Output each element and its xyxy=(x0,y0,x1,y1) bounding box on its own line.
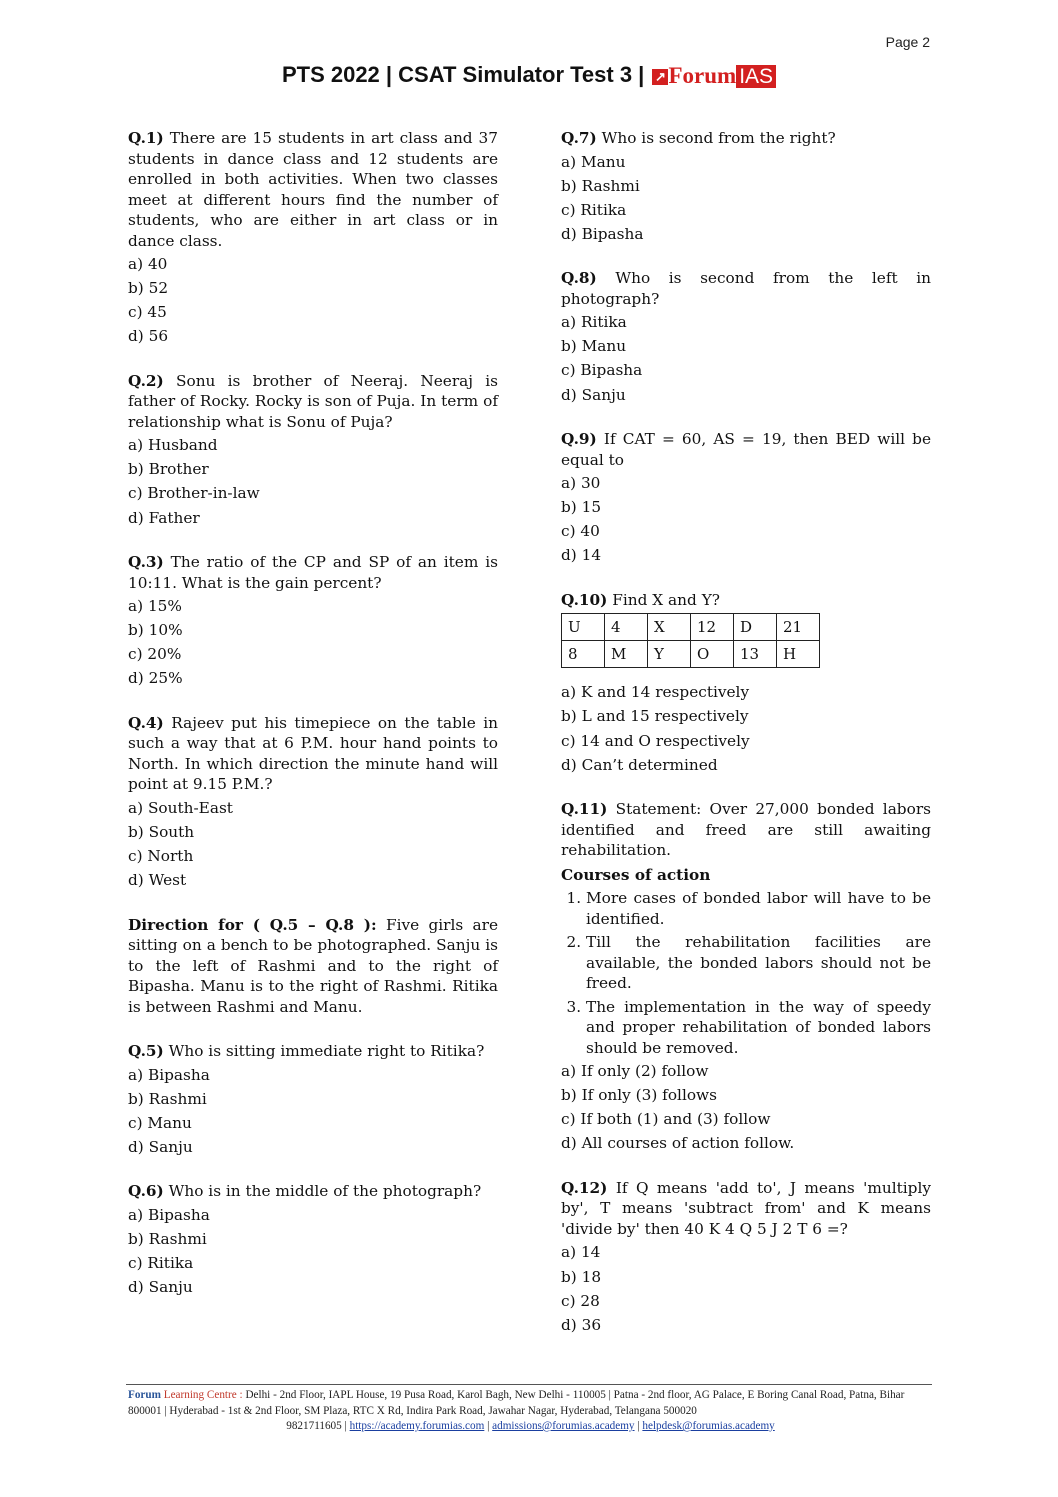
option: a) Bipasha xyxy=(128,1065,210,1084)
forum-ias-logo xyxy=(652,63,776,89)
option: b) 10% xyxy=(128,621,183,640)
page-footer xyxy=(128,1388,933,1435)
list-item: 1. More cases of bonded labor will have to be identified. xyxy=(586,888,931,929)
option: a) 15% xyxy=(128,597,182,616)
option: b) If only (3) follows xyxy=(561,1086,717,1105)
question-number: Q.12) xyxy=(561,1178,608,1197)
list-item: 2. Till the rehabilitation facilities are available, the bonded labors should not be freed. xyxy=(586,932,931,994)
table-cell: D xyxy=(734,614,777,641)
question-number: Q.1) xyxy=(128,129,164,147)
option: c) Brother-in-law xyxy=(128,484,260,503)
admissions-email-link[interactable]: admissions@forumias.academy xyxy=(492,1420,635,1432)
option: d) Father xyxy=(128,508,200,527)
option: a) 30 xyxy=(561,474,601,493)
option: a) Bipasha xyxy=(128,1205,210,1224)
question-number: Q.11) xyxy=(561,800,608,819)
option: d) Sanju xyxy=(128,1278,193,1297)
option: d) Bipasha xyxy=(561,224,644,243)
option: d) West xyxy=(128,871,187,890)
question-11 xyxy=(561,799,931,1154)
arrow-icon: ↗ xyxy=(652,69,668,85)
option: d) Can’t determined xyxy=(561,755,718,774)
question-text: Who is second from the right? xyxy=(601,129,836,147)
option: c) Bipasha xyxy=(561,361,643,380)
question-text: Who is second from the left in photograph? xyxy=(561,269,931,308)
option: a) South-East xyxy=(128,798,233,817)
table-cell: 4 xyxy=(605,614,648,641)
option: c) 45 xyxy=(128,303,167,322)
question-12 xyxy=(561,1178,931,1335)
question-number: Q.10) xyxy=(561,590,608,609)
option: d) 14 xyxy=(561,546,602,565)
footer-contacts: 9821711605 | https://academy.forumias.com | admissions@forumias.academy | helpdesk@forumias.academy xyxy=(286,1420,775,1432)
option: b) Brother xyxy=(128,460,209,479)
option: c) Manu xyxy=(128,1113,192,1132)
question-5 xyxy=(128,1041,498,1157)
table-cell: H xyxy=(777,641,820,668)
question-number: Q.8) xyxy=(561,269,597,288)
question-text: Who is sitting immediate right to Ritika? xyxy=(168,1042,485,1061)
right-column xyxy=(561,128,931,1359)
footer-brand: Forum xyxy=(128,1389,161,1401)
table-row xyxy=(562,641,820,668)
option: a) Ritika xyxy=(561,313,627,332)
helpdesk-email-link[interactable]: helpdesk@forumias.academy xyxy=(642,1420,775,1432)
option: c) North xyxy=(128,847,194,866)
option: b) 15 xyxy=(561,498,602,517)
question-text: If Q means 'add to', J means 'multiply by', T means 'subtract from' and K means 'divide by' then 40 K 4 Q 5 J 2 T 6 =? xyxy=(561,1178,931,1238)
table-cell: U xyxy=(562,614,605,641)
table-cell: M xyxy=(605,641,648,668)
question-text: Statement: Over 27,000 bonded labors identified and freed are still awaiting rehabilitation. xyxy=(561,800,931,860)
question-4 xyxy=(128,713,498,891)
footer-phone: 9821711605 xyxy=(286,1420,342,1432)
option: b) 52 xyxy=(128,279,169,298)
question-text: Rajeev put his timepiece on the table in such a way that at 6 P.M. hour hand points to North. In which direction the minute hand will point at 9.15 P.M.? xyxy=(128,713,498,794)
option: c) 20% xyxy=(128,645,182,664)
option: a) 40 xyxy=(128,255,168,273)
question-text: If CAT = 60, AS = 19, then BED will be equal to xyxy=(561,430,932,469)
list-item: 3. The implementation in the way of speedy and proper rehabilitation of bonded labors should be removed. xyxy=(586,997,931,1059)
option: b) Rashmi xyxy=(128,1089,207,1108)
question-text: The ratio of the CP and SP of an item is 10:11. What is the gain percent? xyxy=(128,553,498,592)
website-link[interactable]: https://academy.forumias.com xyxy=(349,1420,485,1432)
question-9 xyxy=(561,429,931,566)
question-number: Q.2) xyxy=(128,371,164,390)
option: b) L and 15 respectively xyxy=(561,707,749,726)
page-number: Page 2 xyxy=(885,34,930,50)
question-text: There are 15 students in art class and 37 students in dance class and 12 students are enrolled in both activities. When two classes meet at different hours find the number of students, who are either in art class or in dance class. xyxy=(128,129,498,250)
table-cell: 12 xyxy=(691,614,734,641)
option: c) Ritika xyxy=(561,200,627,219)
option: a) Manu xyxy=(561,152,626,171)
option: b) South xyxy=(128,822,195,841)
question-number: Q.9) xyxy=(561,430,597,449)
footer-address-block xyxy=(128,1388,933,1419)
question-number: Q.6) xyxy=(128,1182,164,1201)
question-text: Find X and Y? xyxy=(612,590,720,609)
table-cell: 8 xyxy=(562,641,605,668)
question-number: Q.3) xyxy=(128,553,164,572)
direction-text: Five girls are sitting on a bench to be photographed. Sanju is to the left of Rashmi and to the right of Bipasha. Manu is to the right of Rashmi. Ritika is between Rashmi and Manu. xyxy=(128,915,498,1016)
table-cell: 21 xyxy=(777,614,820,641)
letter-number-table xyxy=(561,613,820,668)
question-text: Sonu is brother of Neeraj. Neeraj is father of Rocky. Rocky is son of Puja. In term of relationship what is Sonu of Puja? xyxy=(128,371,498,431)
page-title: PTS 2022 | CSAT Simulator Test 3 | xyxy=(281,62,645,87)
question-number: Q.7) xyxy=(561,129,597,147)
option: d) 25% xyxy=(128,669,183,688)
option: a) If only (2) follow xyxy=(561,1062,709,1081)
option: d) All courses of action follow. xyxy=(561,1134,795,1153)
table-cell: 13 xyxy=(734,641,777,668)
option: d) Sanju xyxy=(128,1137,193,1156)
option: a) 14 xyxy=(561,1243,601,1262)
question-number: Q.4) xyxy=(128,713,164,732)
option: b) Rashmi xyxy=(561,176,640,195)
option: d) 56 xyxy=(128,327,169,346)
question-text: Who is in the middle of the photograph? xyxy=(168,1182,482,1201)
table-cell: Y xyxy=(648,641,691,668)
question-8 xyxy=(561,268,931,405)
question-3 xyxy=(128,552,498,689)
footer-brand-subtitle: Learning Centre : xyxy=(163,1389,243,1401)
option: b) Manu xyxy=(561,337,627,356)
page-header xyxy=(0,62,1058,89)
footer-divider xyxy=(126,1384,932,1385)
left-column xyxy=(128,128,498,1322)
option: c) 28 xyxy=(561,1291,600,1310)
question-2 xyxy=(128,371,498,528)
option: d) 36 xyxy=(561,1315,602,1334)
option: b) 18 xyxy=(561,1267,602,1286)
direction-block xyxy=(128,915,498,1018)
logo-forum-text: Forum xyxy=(668,63,737,89)
footer-address: Delhi - 2nd Floor, IAPL House, 19 Pusa Road, Karol Bagh, New Delhi - 110005 | Patna - 2nd floor, AG Palace, E Boring Canal Road, Patna, Bihar 800001 | Hyderabad - 1st & 2nd Floor, SM Plaza, RTC X Rd, Indira Park Road, Jawahar Nagar, Hyderabad, Telangana 500020 xyxy=(128,1389,905,1417)
logo-ias-text: IAS xyxy=(736,65,776,88)
question-6 xyxy=(128,1181,498,1297)
option: c) 14 and O respectively xyxy=(561,731,750,750)
option: c) 40 xyxy=(561,522,600,541)
option: a) K and 14 respectively xyxy=(561,683,750,702)
question-1 xyxy=(128,128,498,347)
question-7 xyxy=(561,128,931,244)
question-number: Q.5) xyxy=(128,1042,164,1061)
option: d) Sanju xyxy=(561,385,626,404)
courses-list xyxy=(561,888,931,1058)
option: c) If both (1) and (3) follow xyxy=(561,1110,771,1129)
courses-heading: Courses of action xyxy=(561,865,711,884)
option: a) Husband xyxy=(128,436,218,455)
option: b) Rashmi xyxy=(128,1230,207,1248)
option: c) Ritika xyxy=(128,1254,194,1273)
question-10 xyxy=(561,590,931,775)
table-row xyxy=(562,614,820,641)
direction-label: Direction for ( Q.5 – Q.8 ): xyxy=(128,915,377,934)
table-cell: O xyxy=(691,641,734,668)
table-cell: X xyxy=(648,614,691,641)
